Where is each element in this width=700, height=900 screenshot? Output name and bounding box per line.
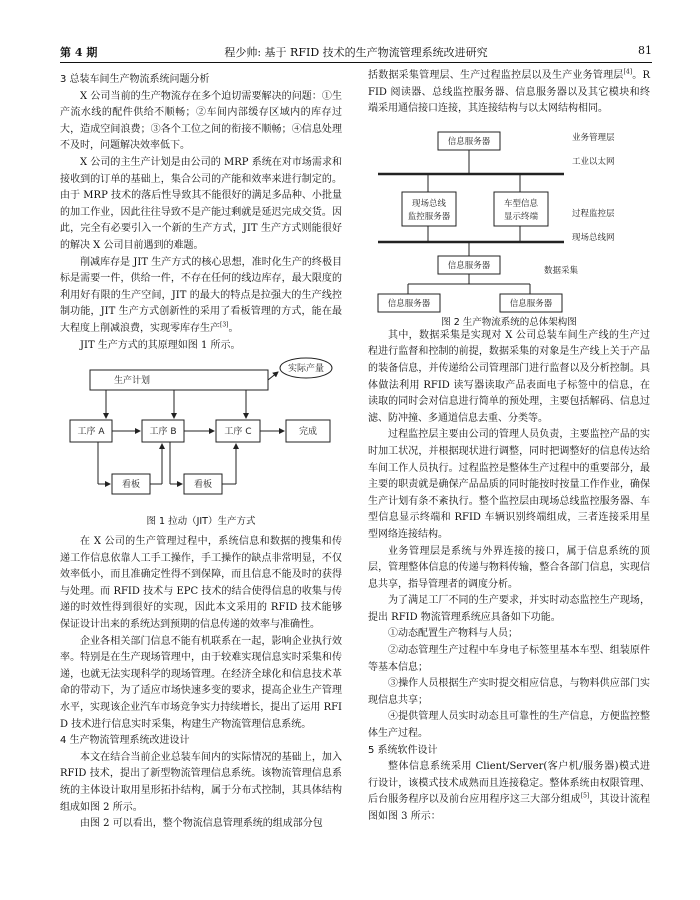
fig2-label-business-layer: 业务管理层 [572, 132, 615, 143]
paragraph: 本文在结合当前企业总装车间内的实际情况的基础上，加入 RFID 技术，提出了新型物流管理信息系统。该物流管理信息系统的主体设计取用星形拓扑结构，属于分布式控制，其具体结构组成如图 2 所示。 [60, 751, 342, 813]
issue-label: 第 4 期 [60, 46, 98, 59]
fig1-label-step-b: 工序 B [149, 427, 177, 438]
fig1-label-step-c: 工序 C [224, 427, 252, 438]
page-header [60, 44, 652, 62]
function-item: ④提供管理人员实时动态且可靠性的生产信息，方便监控整体生产过程。 [368, 711, 650, 740]
fig2-label-server-top: 信息服务器 [447, 136, 491, 147]
fig2-label-fieldbus: 现场总线网 [572, 232, 615, 243]
figure-1-caption: 图 1 拉动（JIT）生产方式 [146, 516, 256, 528]
paragraph: X 公司的主生产计划是由公司的 MRP 系统在对市场需求和接收到的订单的基础上，集合公司的产能和效率来进行制定的。由于 MRP 技术的落后性导致其不能很好的满足多品种、小批量的加工作业，因此往往导致不是产能过剩就是延迟完成交货。因此，完全有必要引入一个新的生产方式，JIT 生产方式则能很好的解决 X 公司目前遇到的难题。 [60, 156, 342, 251]
paragraph: 企业各相关部门信息不能有机联系在一起，影响企业执行效率。特别是在生产现场管理中，由于较难实现信息实时采集和传递，也就无法实现科学的现场管理。在经济全球化和信息技术革命的带动下，为了适应市场快速多变的要求，提高企业生产管理水平，实现该企业汽车市场竞争实力持续增长，提出了运用 RFID 技术进行信息实时采集，构建生产物流管理信息系统。 [60, 635, 342, 730]
paragraph-text: 括数据采集管理层、生产过程监控层以及生产业务管理层 [368, 70, 624, 81]
paragraph: 业务管理层是系统与外界连接的接口，属于信息系统的顶层，管理整体信息的传递与物料传输，整合各部门信息，实现信息共享，指导管理者的调度分析。 [368, 545, 650, 590]
figure-2-caption: 图 2 生产物流系统的总体架构图 [441, 316, 577, 328]
fig1-label-kanban-2: 看板 [193, 480, 213, 491]
right-column [368, 68, 650, 826]
paragraph-text: 整体信息系统采用 Client/Server(客户机/服务器)模式进行设计，该模式技术成熟而且连接稳定。整体系统由权限管理、后台服务程序以及前台应用程序这三大部分组成 [368, 761, 650, 806]
paragraph-text: 削减库存是 JIT 生产方式的核心思想，准时化生产的终极目标是需要一件，供给一件，不存在任何的线边库存，最大限度的利用好有限的生产空间，JIT 的最大的特点是拉强大的生产线控制功能，JIT 生产方式创新性的采用了看板管理的方式，能在最大程度上削减浪费，实现零库存生产 [60, 256, 342, 334]
paragraph-text: 。 [228, 322, 239, 334]
section-4-title: 4 生产物流管理系统改进设计 [60, 735, 190, 747]
paragraph-text: 。RFID 阅读器、总线监控服务器、信息服务器以及其它模块和终端采用通信接口连接，其连接结构与以太网结构相同。 [368, 70, 651, 115]
fig1-label-output: 实际产量 [287, 364, 325, 375]
fig1-label-step-a: 工序 A [77, 427, 105, 438]
fig2-label-server-mid: 信息服务器 [447, 260, 491, 271]
paragraph: X 公司当前的生产物流存在多个迫切需要解决的问题：①生产流水线的配件供给不顺畅；②车间内部缓存区域内的库存过大，造成空间浪费；③各个工位之间的衔接不顺畅；④信息处理不及时，问题解决效率低下。 [60, 90, 342, 152]
paragraph-text: ，其设计流程图如图 3 所示： [368, 794, 651, 822]
citation: [4] [623, 68, 633, 76]
citation: [5] [580, 793, 590, 801]
fig1-label-plan: 生产计划 [114, 376, 151, 387]
running-title: 程少帅: 基于 RFID 技术的生产物流管理系统改进研究 [224, 46, 488, 59]
paragraph: 由图 2 可以看出，整个物流信息管理系统的组成部分包 [80, 818, 323, 830]
fig2-label-car-info-1: 车型信息 [503, 198, 539, 209]
fig1-label-finish: 完成 [298, 427, 318, 438]
fig2-label-bus-monitor-1: 现场总线 [411, 198, 447, 209]
citation: [3] [220, 321, 229, 329]
function-item: ③操作人员根据生产实时提交相应信息，与物料供应部门实现信息共享； [368, 678, 650, 706]
page-number: 81 [638, 44, 652, 57]
fig1-label-kanban-1: 看板 [121, 480, 141, 491]
paragraph: 在 X 公司的生产管理过程中，系统信息和数据的搜集和传递工作信息依靠人工手工操作，手工操作的缺点非常明显，不仅效率低小，而且准确定性得不到保障，而且信息不能及时的获得与处理。而 RFID 技术与 EPC 技术的结合使得信息的收集与传递的时效性得到很好的实现，因此本文采用的 RFID 技术能够保证设计出来的系统达到预期的信息传递的效率与准确性。 [60, 536, 342, 631]
figure-1-diagram [60, 354, 342, 534]
paragraph [368, 759, 650, 825]
paragraph [60, 255, 342, 338]
paragraph: 其中，数据采集是实现对 X 公司总装车间生产线的生产过程进行监督和控制的前提，数据采集的对象是生产线上关于产品的装备信息，并传递给公司管理部门进行监督以及分析控制。具体做法利用 RFID 读写器读取产品表面电子标签中的信息，在读取的同时会对信息进行简单的预处理，主要包括解码、信息过滤、防冲撞、多通道信息去重、分类等。 [368, 329, 650, 424]
fig2-label-server-bl: 信息服务器 [387, 298, 431, 309]
fig2-label-data-collect: 数据采集 [544, 265, 579, 276]
function-item: ②动态管理生产过程中车身电子标签里基本车型、组装原件等基本信息； [368, 645, 650, 673]
header-rule [60, 62, 652, 63]
section-5-title: 5 系统软件设计 [368, 744, 438, 756]
fig2-label-ethernet: 工业以太网 [572, 156, 615, 167]
figure-2-diagram [368, 118, 650, 328]
left-column [60, 72, 342, 833]
fig2-label-bus-monitor-2: 监控服务器 [407, 211, 451, 222]
paragraph: 过程监控层主要由公司的管理人员负责，主要监控产品的实时加工状况，并根据现状进行调整，同时把调整好的信息传达给车间工作人员执行。过程监控是整体生产过程中的重要部分，最主要的职责就是确保产品品质的同时能按时按量工作作业，确保生产计划有条不紊执行。整个监控层由现场总线监控服务器、车型信息显示终端和 RFID 车辆识别终端组成，三者连接采用星型网络连接结构。 [368, 429, 650, 540]
paragraph: JIT 生产方式的其原理如图 1 所示。 [80, 339, 241, 351]
fig2-label-server-br: 信息服务器 [509, 298, 553, 309]
function-item: ①动态配置生产物料与人员； [388, 628, 518, 640]
paragraph: 为了满足工厂不同的生产要求，并实时动态监控生产现场，提出 RFID 物流管理系统应具备如下功能。 [368, 595, 650, 623]
section-3-title: 3 总装车间生产物流系统问题分析 [60, 74, 210, 85]
paragraph [368, 68, 650, 118]
fig2-label-car-info-2: 显示终端 [503, 211, 539, 222]
fig2-label-monitor-layer: 过程监控层 [572, 208, 615, 219]
